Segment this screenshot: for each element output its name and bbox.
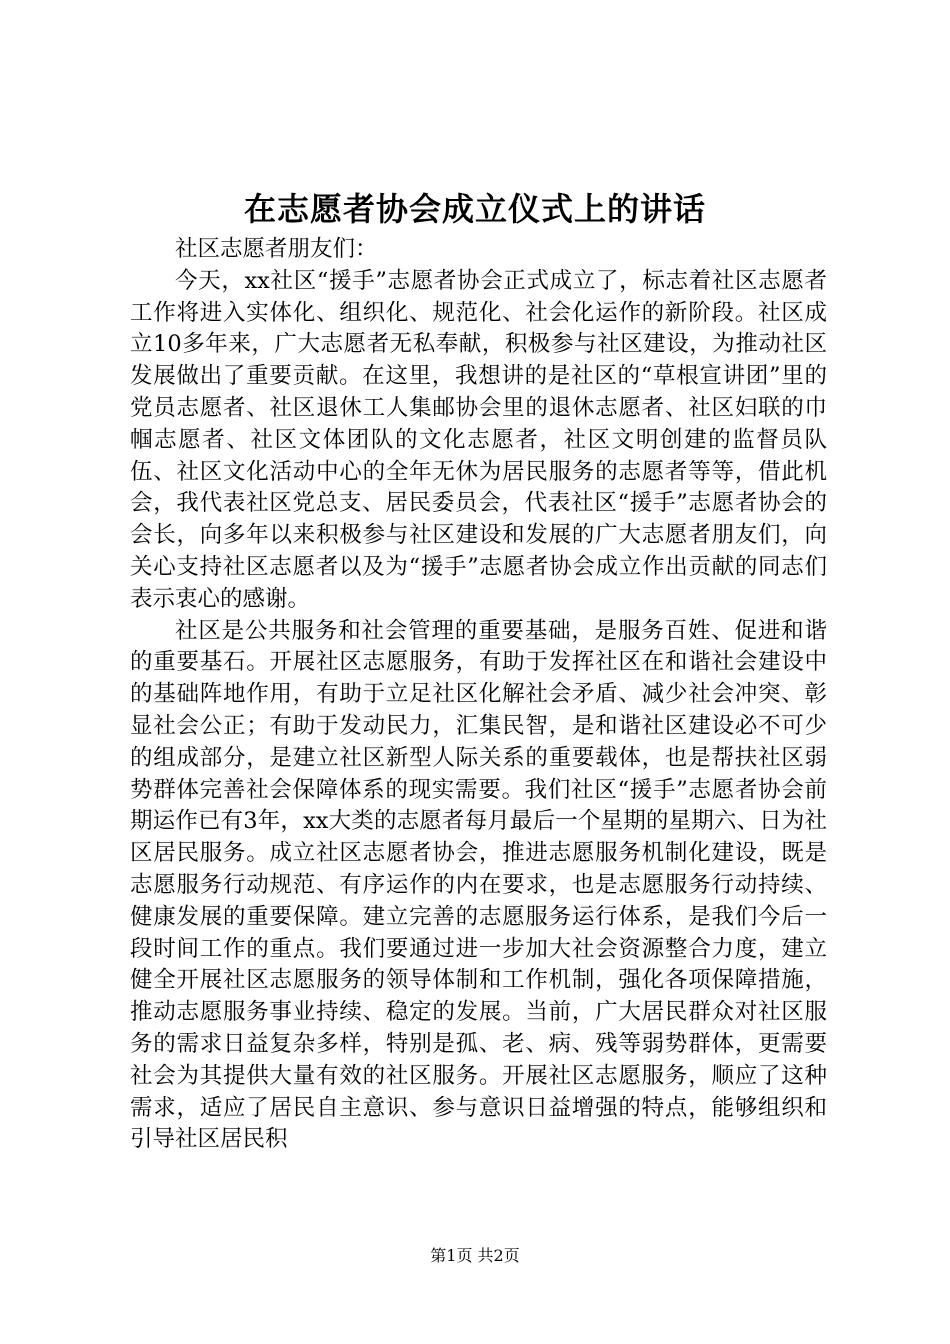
document-body xyxy=(130,234,827,1156)
paragraph-1: 今天，xx社区“援手”志愿者协会正式成立了，标志着社区志愿者工作将进入实体化、组织化、规范化、社会化运作的新阶段。社区成立10多年来，广大志愿者无私奉献，积极参与社区建设，为推动社区发展做出了重要贡献。在这里，我想讲的是社区的“草根宣讲团”里的党员志愿者、社区退休工人集邮协会里的退休志愿者、社区妇联的巾帼志愿者、社区文体团队的文化志愿者，社区文明创建的监督员队伍、社区文化活动中心的全年无休为居民服务的志愿者等等，借此机会，我代表社区党总支、居民委员会，代表社区“援手”志愿者协会的会长，向多年以来积极参与社区建设和发展的广大志愿者朋友们，向关心支持社区志愿者以及为“援手”志愿者协会成立作出贡献的同志们表示衷心的感谢。 xyxy=(130,267,827,612)
salutation: 社区志愿者朋友们： xyxy=(175,236,378,262)
page-number: 第1页 xyxy=(430,1246,473,1265)
page-total: 共2页 xyxy=(477,1246,520,1265)
paragraph-2: 社区是公共服务和社会管理的重要基础，是服务百姓、促进和谐的重要基石。开展社区志愿服务，有助于发挥社区在和谐社会建设中的基础阵地作用，有助于立足社区化解社会矛盾、减少社会冲突、彰显社会公正；有助于发动民力，汇集民智，是和谐社区建设必不可少的组成部分，是建立社区新型人际关系的重要载体，也是帮扶社区弱势群体完善社会保障体系的现实需要。我们社区“援手”志愿者协会前期运作已有3年，xx大类的志愿者每月最后一个星期的星期六、日为社区居民服务。成立社区志愿者协会，推进志愿服务机制化建设，既是志愿服务行动规范、有序运作的内在要求，也是志愿服务行动持续、健康发展的重要保障。建立完善的志愿服务运行体系，是我们今后一段时间工作的重点。我们要通过进一步加大社会资源整合力度，建立健全开展社区志愿服务的领导体制和工作机制，强化各项保障措施，推动志愿服务事业持续、稳定的发展。当前，广大居民群众对社区服务的需求日益复杂多样，特别是孤、老、病、残等弱势群体，更需要社会为其提供大量有效的社区服务。开展社区志愿服务，顺应了这种需求，适应了居民自主意识、参与意识日益增强的特点，能够组织和引导社区居民积 xyxy=(130,617,827,1153)
page-footer xyxy=(0,1245,950,1267)
page-title: 在志愿者协会成立仪式上的讲话 xyxy=(243,190,706,228)
